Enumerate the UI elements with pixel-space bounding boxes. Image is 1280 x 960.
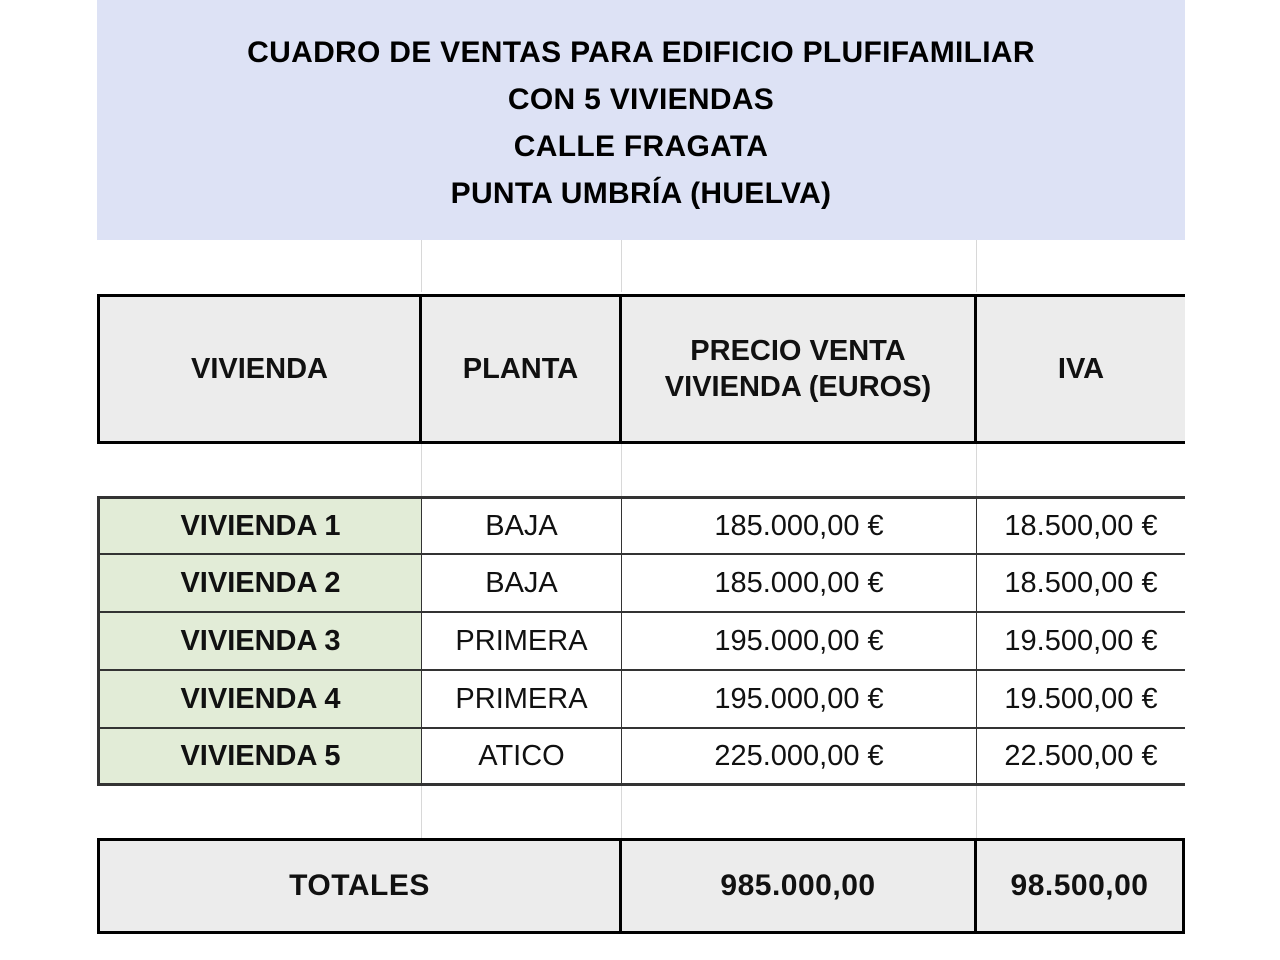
cell-iva: 18.500,00 € xyxy=(977,554,1185,612)
page-title-line-4: PUNTA UMBRÍA (HUELVA) xyxy=(450,177,832,210)
cell-vivienda: VIVIENDA 5 xyxy=(97,728,422,786)
cell-vivienda: VIVIENDA 4 xyxy=(97,670,422,728)
table-header-row xyxy=(97,294,1185,444)
column-header-planta: PLANTA xyxy=(422,294,622,444)
cell-precio: 195.000,00 € xyxy=(622,670,977,728)
totals-label: TOTALES xyxy=(97,838,622,934)
cell-planta: ATICO xyxy=(422,728,622,786)
column-header-precio-line2: VIVIENDA (EUROS) xyxy=(664,371,932,403)
page-title-line-3: CALLE FRAGATA xyxy=(513,130,769,163)
document-title-block xyxy=(97,0,1185,240)
cell-planta: BAJA xyxy=(422,554,622,612)
table-row xyxy=(97,496,1185,554)
empty-cell xyxy=(422,444,622,496)
empty-cell xyxy=(977,786,1185,838)
totals-precio: 985.000,00 xyxy=(622,838,977,934)
cell-vivienda: VIVIENDA 3 xyxy=(97,612,422,670)
page-title-line-2: CON 5 VIVIENDAS xyxy=(507,83,775,116)
cell-vivienda: VIVIENDA 1 xyxy=(97,496,422,554)
empty-cell xyxy=(97,444,422,496)
cell-iva: 19.500,00 € xyxy=(977,670,1185,728)
cell-precio: 225.000,00 € xyxy=(622,728,977,786)
cell-planta: BAJA xyxy=(422,496,622,554)
cell-planta: PRIMERA xyxy=(422,670,622,728)
empty-cell xyxy=(422,786,622,838)
table-row xyxy=(97,670,1185,728)
spreadsheet-sheet xyxy=(97,0,1185,945)
column-header-precio-line1: PRECIO VENTA xyxy=(690,335,906,367)
cell-planta: PRIMERA xyxy=(422,612,622,670)
cell-precio: 185.000,00 € xyxy=(622,496,977,554)
cell-vivienda: VIVIENDA 2 xyxy=(97,554,422,612)
empty-row-below-header xyxy=(97,444,1185,496)
empty-cell xyxy=(422,240,622,292)
empty-cell xyxy=(977,240,1185,292)
table-row xyxy=(97,612,1185,670)
table-row xyxy=(97,554,1185,612)
empty-cell xyxy=(977,444,1185,496)
empty-cell xyxy=(97,240,422,292)
column-header-iva: IVA xyxy=(977,294,1185,444)
empty-row-above-header xyxy=(97,240,1185,292)
table-totals-row xyxy=(97,838,1185,934)
empty-cell xyxy=(622,786,977,838)
page-title-line-1: CUADRO DE VENTAS PARA EDIFICIO PLUFIFAMILIAR xyxy=(247,36,1035,69)
table-row xyxy=(97,728,1185,786)
empty-cell xyxy=(97,786,422,838)
cell-iva: 19.500,00 € xyxy=(977,612,1185,670)
empty-cell xyxy=(622,240,977,292)
cell-precio: 195.000,00 € xyxy=(622,612,977,670)
column-header-vivienda: VIVIENDA xyxy=(97,294,422,444)
cell-precio: 185.000,00 € xyxy=(622,554,977,612)
cell-iva: 18.500,00 € xyxy=(977,496,1185,554)
empty-cell xyxy=(622,444,977,496)
empty-row-above-totals xyxy=(97,786,1185,838)
totals-iva: 98.500,00 xyxy=(977,838,1185,934)
cell-iva: 22.500,00 € xyxy=(977,728,1185,786)
column-header-precio-venta xyxy=(622,294,977,444)
